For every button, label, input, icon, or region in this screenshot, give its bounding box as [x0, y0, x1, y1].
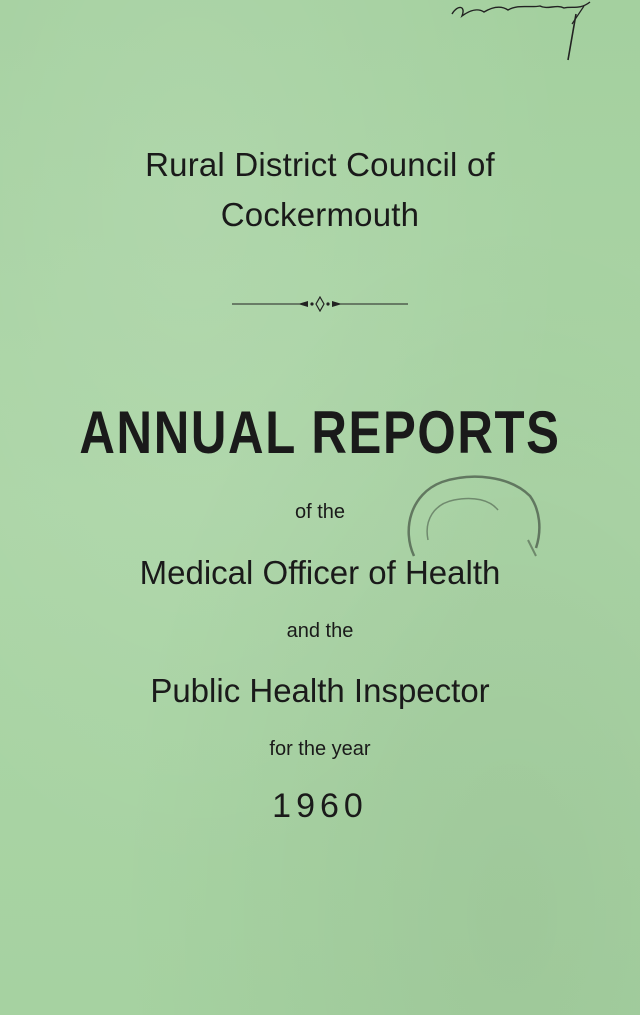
handwritten-signature — [444, 0, 604, 70]
officer-title: Medical Officer of Health — [139, 554, 501, 591]
inspector-title: Public Health Inspector — [150, 672, 490, 709]
of-the-text: of the — [294, 501, 346, 523]
council-place: Cockermouth — [220, 196, 420, 233]
for-the-year-text: for the year — [269, 738, 371, 760]
library-stamp — [400, 470, 544, 590]
report-year: 1960 — [272, 787, 368, 825]
report-title: ANNUAL REPORTS — [79, 399, 561, 466]
ornamental-rule-icon — [232, 296, 408, 312]
council-name: Rural District Council of — [145, 146, 495, 183]
council-heading — [0, 140, 640, 240]
and-the-text: and the — [286, 620, 354, 642]
